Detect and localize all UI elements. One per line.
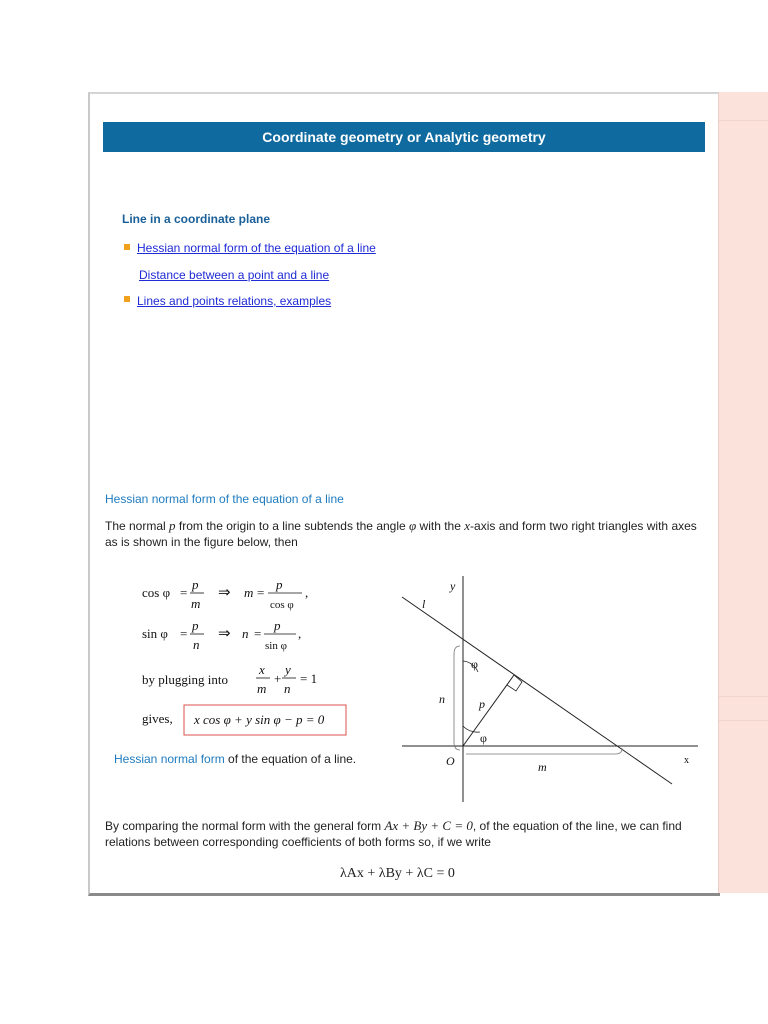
section-title: Hessian normal form of the equation of a line (105, 492, 344, 506)
frac-den-cos: cos φ (270, 599, 294, 611)
frac-den-m: m (257, 681, 267, 696)
side-divider (719, 696, 768, 697)
frac-num-p: p (274, 618, 281, 633)
side-divider (719, 720, 768, 721)
compare-text: By comparing the normal form with the general form (105, 819, 385, 833)
frac-den-m: m (191, 596, 201, 611)
implies-arrow: ⇒ (218, 626, 231, 642)
var-n: n (242, 626, 249, 641)
label-p: p (479, 697, 485, 711)
caption-text: of the equation of a line. (224, 752, 357, 766)
formula-block (136, 572, 376, 742)
label-m: m (538, 760, 547, 774)
frac-num-y: y (285, 662, 291, 677)
bullet-icon (124, 244, 130, 250)
equals: = (257, 585, 265, 600)
implies-arrow: ⇒ (218, 585, 231, 601)
angle-arc (463, 726, 480, 732)
compare-text: , of the equation of the line, we can find relations between corresponding coefficients of both forms so, if we write (105, 819, 682, 849)
gives-text: gives, (142, 711, 173, 726)
intro-text: from the origin to a line subtends the angle (175, 519, 410, 533)
page-title: Coordinate geometry or Analytic geometry (103, 122, 705, 152)
intro-var-x: x (464, 518, 471, 533)
line-figure (396, 572, 706, 804)
normal-p (463, 675, 514, 746)
equals-one: = 1 (300, 671, 318, 686)
var-m: m (244, 585, 254, 600)
comma: , (298, 626, 302, 641)
frac-den-sin: sin φ (265, 640, 287, 652)
intro-var-phi: φ (409, 518, 417, 533)
intro-var-p: p (169, 518, 176, 533)
plus: + (274, 671, 282, 686)
label-phi-top: φ (471, 657, 478, 671)
label-n: n (439, 692, 445, 706)
intro-text: -axis and form two right triangles with axes as is shown in the figure below, then (105, 519, 697, 549)
compare-paragraph (105, 818, 705, 850)
normal-equation: x cos φ + y sin φ − p = 0 (194, 712, 325, 727)
frac-num-x: x (259, 662, 265, 677)
equals: = (180, 585, 188, 600)
equals: = (180, 626, 188, 641)
general-form-equation: Ax + By + C = 0 (384, 818, 473, 833)
cos-phi: cos φ (142, 585, 171, 600)
frac-num-p: p (276, 577, 283, 592)
frac-den-n: n (284, 681, 291, 696)
caption-highlight: Hessian normal form (114, 752, 225, 766)
side-divider (719, 120, 768, 121)
sin-phi: sin φ (142, 626, 168, 641)
label-x: x (684, 755, 689, 766)
label-l: l (422, 597, 426, 611)
comma: , (305, 585, 309, 600)
brace-m (466, 748, 622, 754)
toc-link-distance[interactable]: Distance between a point and a line (139, 268, 330, 282)
intro-text: The normal (105, 519, 170, 533)
equals: = (254, 626, 262, 641)
side-panel (718, 92, 768, 893)
label-phi-bottom: φ (480, 731, 487, 745)
right-angle-mark (507, 675, 522, 691)
label-origin: O (446, 754, 455, 768)
toc-link-relations[interactable]: Lines and points relations, examples (137, 294, 332, 308)
intro-paragraph (105, 518, 705, 550)
hessian-caption (114, 752, 356, 766)
bullet-icon (124, 296, 130, 302)
intro-text: with the (416, 519, 465, 533)
frac-num-p: p (192, 577, 199, 592)
frac-den-n: n (193, 637, 200, 652)
plug-text: by plugging into (142, 672, 228, 687)
brace-n (454, 646, 460, 750)
toc-heading: Line in a coordinate plane (122, 212, 271, 226)
toc-link-hessian[interactable]: Hessian normal form of the equation of a line (137, 241, 376, 255)
label-y: y (450, 579, 456, 593)
lambda-equation: λAx + λBy + λC = 0 (340, 866, 455, 881)
line-l (402, 597, 672, 784)
frac-num-p: p (192, 618, 199, 633)
